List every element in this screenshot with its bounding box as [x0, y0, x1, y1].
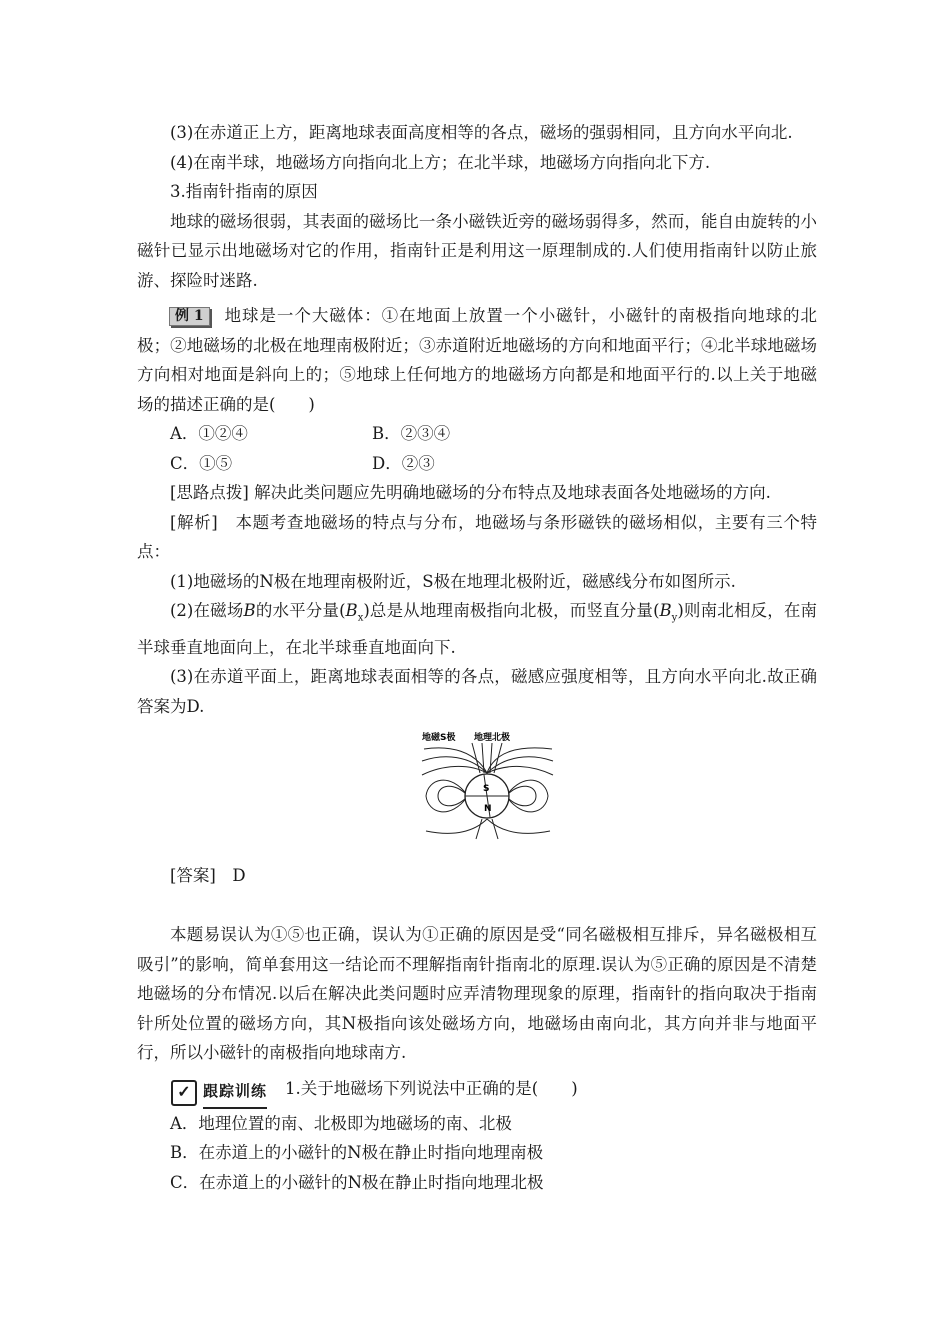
paragraph-equator: (3)在赤道正上方，距离地球表面高度相等的各点，磁场的强弱相同，且方向水平向北.	[170, 123, 793, 142]
paragraph-compass: 地球的磁场很弱，其表面的磁场比一条小磁铁近旁的磁场弱得多，然而，能自由旋转的小磁针已显示出地磁场对它的作用，指南针正是利用这一原理制成的.人们使用指南针以防止旅游、探险时迷路.	[137, 211, 817, 290]
training-question	[137, 1074, 817, 1109]
figure-label-right: 地理北极	[474, 733, 511, 744]
example-question	[137, 301, 817, 419]
example-options-row-2	[137, 449, 817, 479]
example-options-row-1	[137, 419, 817, 449]
paragraph-hemispheres: (4)在南半球，地磁场方向指向北上方；在北半球，地磁场方向指向北下方.	[170, 152, 711, 172]
training-option-a: A．地理位置的南、北极即为地磁场的南、北极	[170, 1113, 512, 1133]
analysis-point-3: (3)在赤道平面上，距离地球表面相等的各点，磁感应强度相等，且方向水平向北.故正确答案为D.	[137, 667, 817, 716]
training-label: ✓ 跟踪训练	[171, 1077, 267, 1109]
figure-pole-s: S	[483, 784, 490, 795]
figure-pole-n: N	[484, 804, 492, 815]
training-option-c: C．在赤道上的小磁针的N极在静止时指向地理北极	[170, 1172, 544, 1192]
example-tag: 例 1	[169, 307, 210, 326]
option-c: C．①⑤	[170, 453, 233, 473]
option-a: A．①②④	[170, 424, 248, 443]
geomagnetic-field-diagram	[420, 731, 555, 843]
hint: [思路点拨] 解决此类问题应先明确地磁场的分布特点及地球表面各处地磁场的方向.	[170, 483, 771, 502]
answer: [答案] D	[170, 865, 246, 885]
option-b: B．②③④	[372, 424, 451, 443]
training-option-b: B．在赤道上的小磁针的N极在静止时指向地理南极	[170, 1143, 544, 1163]
section-title-compass: 3.指南针指南的原因	[170, 182, 318, 201]
page-content	[137, 118, 817, 1197]
note-paragraph: 本题易误认为①⑤也正确，误认为①正确的原因是受“同名磁极相互排斥，异名磁极相互吸引”的影响，简单套用这一结论而不理解指南针指南北的原理.误认为⑤正确的原因是不清楚地磁场的分布情况.以后在解决此类问题时应弄清物理现象的原理，指南针的指向取决于指南针所处位置的磁场方向，其N极指向该处磁场方向，地磁场由南向北，其方向并非与地面平行，所以小磁针的南极指向地球南方.	[137, 925, 817, 1063]
checkmark-icon: ✓	[171, 1080, 197, 1106]
analysis-point-1: (1)地磁场的N极在地理南极附近，S极在地理北极附近，磁感线分布如图所示.	[170, 571, 736, 591]
analysis: [解析] 本题考查地磁场的特点与分布，地磁场与条形磁铁的磁场相似，主要有三个特点：	[137, 512, 817, 561]
training-question-text: 1.关于地磁场下列说法中正确的是( )	[285, 1078, 578, 1098]
figure-label-left: 地磁S极	[422, 733, 456, 744]
option-d: D．②③	[372, 453, 435, 473]
analysis-point-2: (2)在磁场B的水平分量$(B_x)$总是从地理南极指向北极，而竖直分量$(B_y)$则南北相反，在南半球垂直地面向上，在北半球垂直地面向下.	[137, 601, 818, 657]
example-question-text: 地球是一个大磁体：①在地面上放置一个小磁针，小磁针的南极指向地球的北极；②地磁场的北极在地理南极附近；③赤道附近地磁场的方向和地面平行；④北半球地磁场方向相对地面是斜向上的；⑤地球上任何地方的地磁场方向都是和地面平行的.以上关于地磁场的描述正确的是( )	[137, 306, 817, 414]
